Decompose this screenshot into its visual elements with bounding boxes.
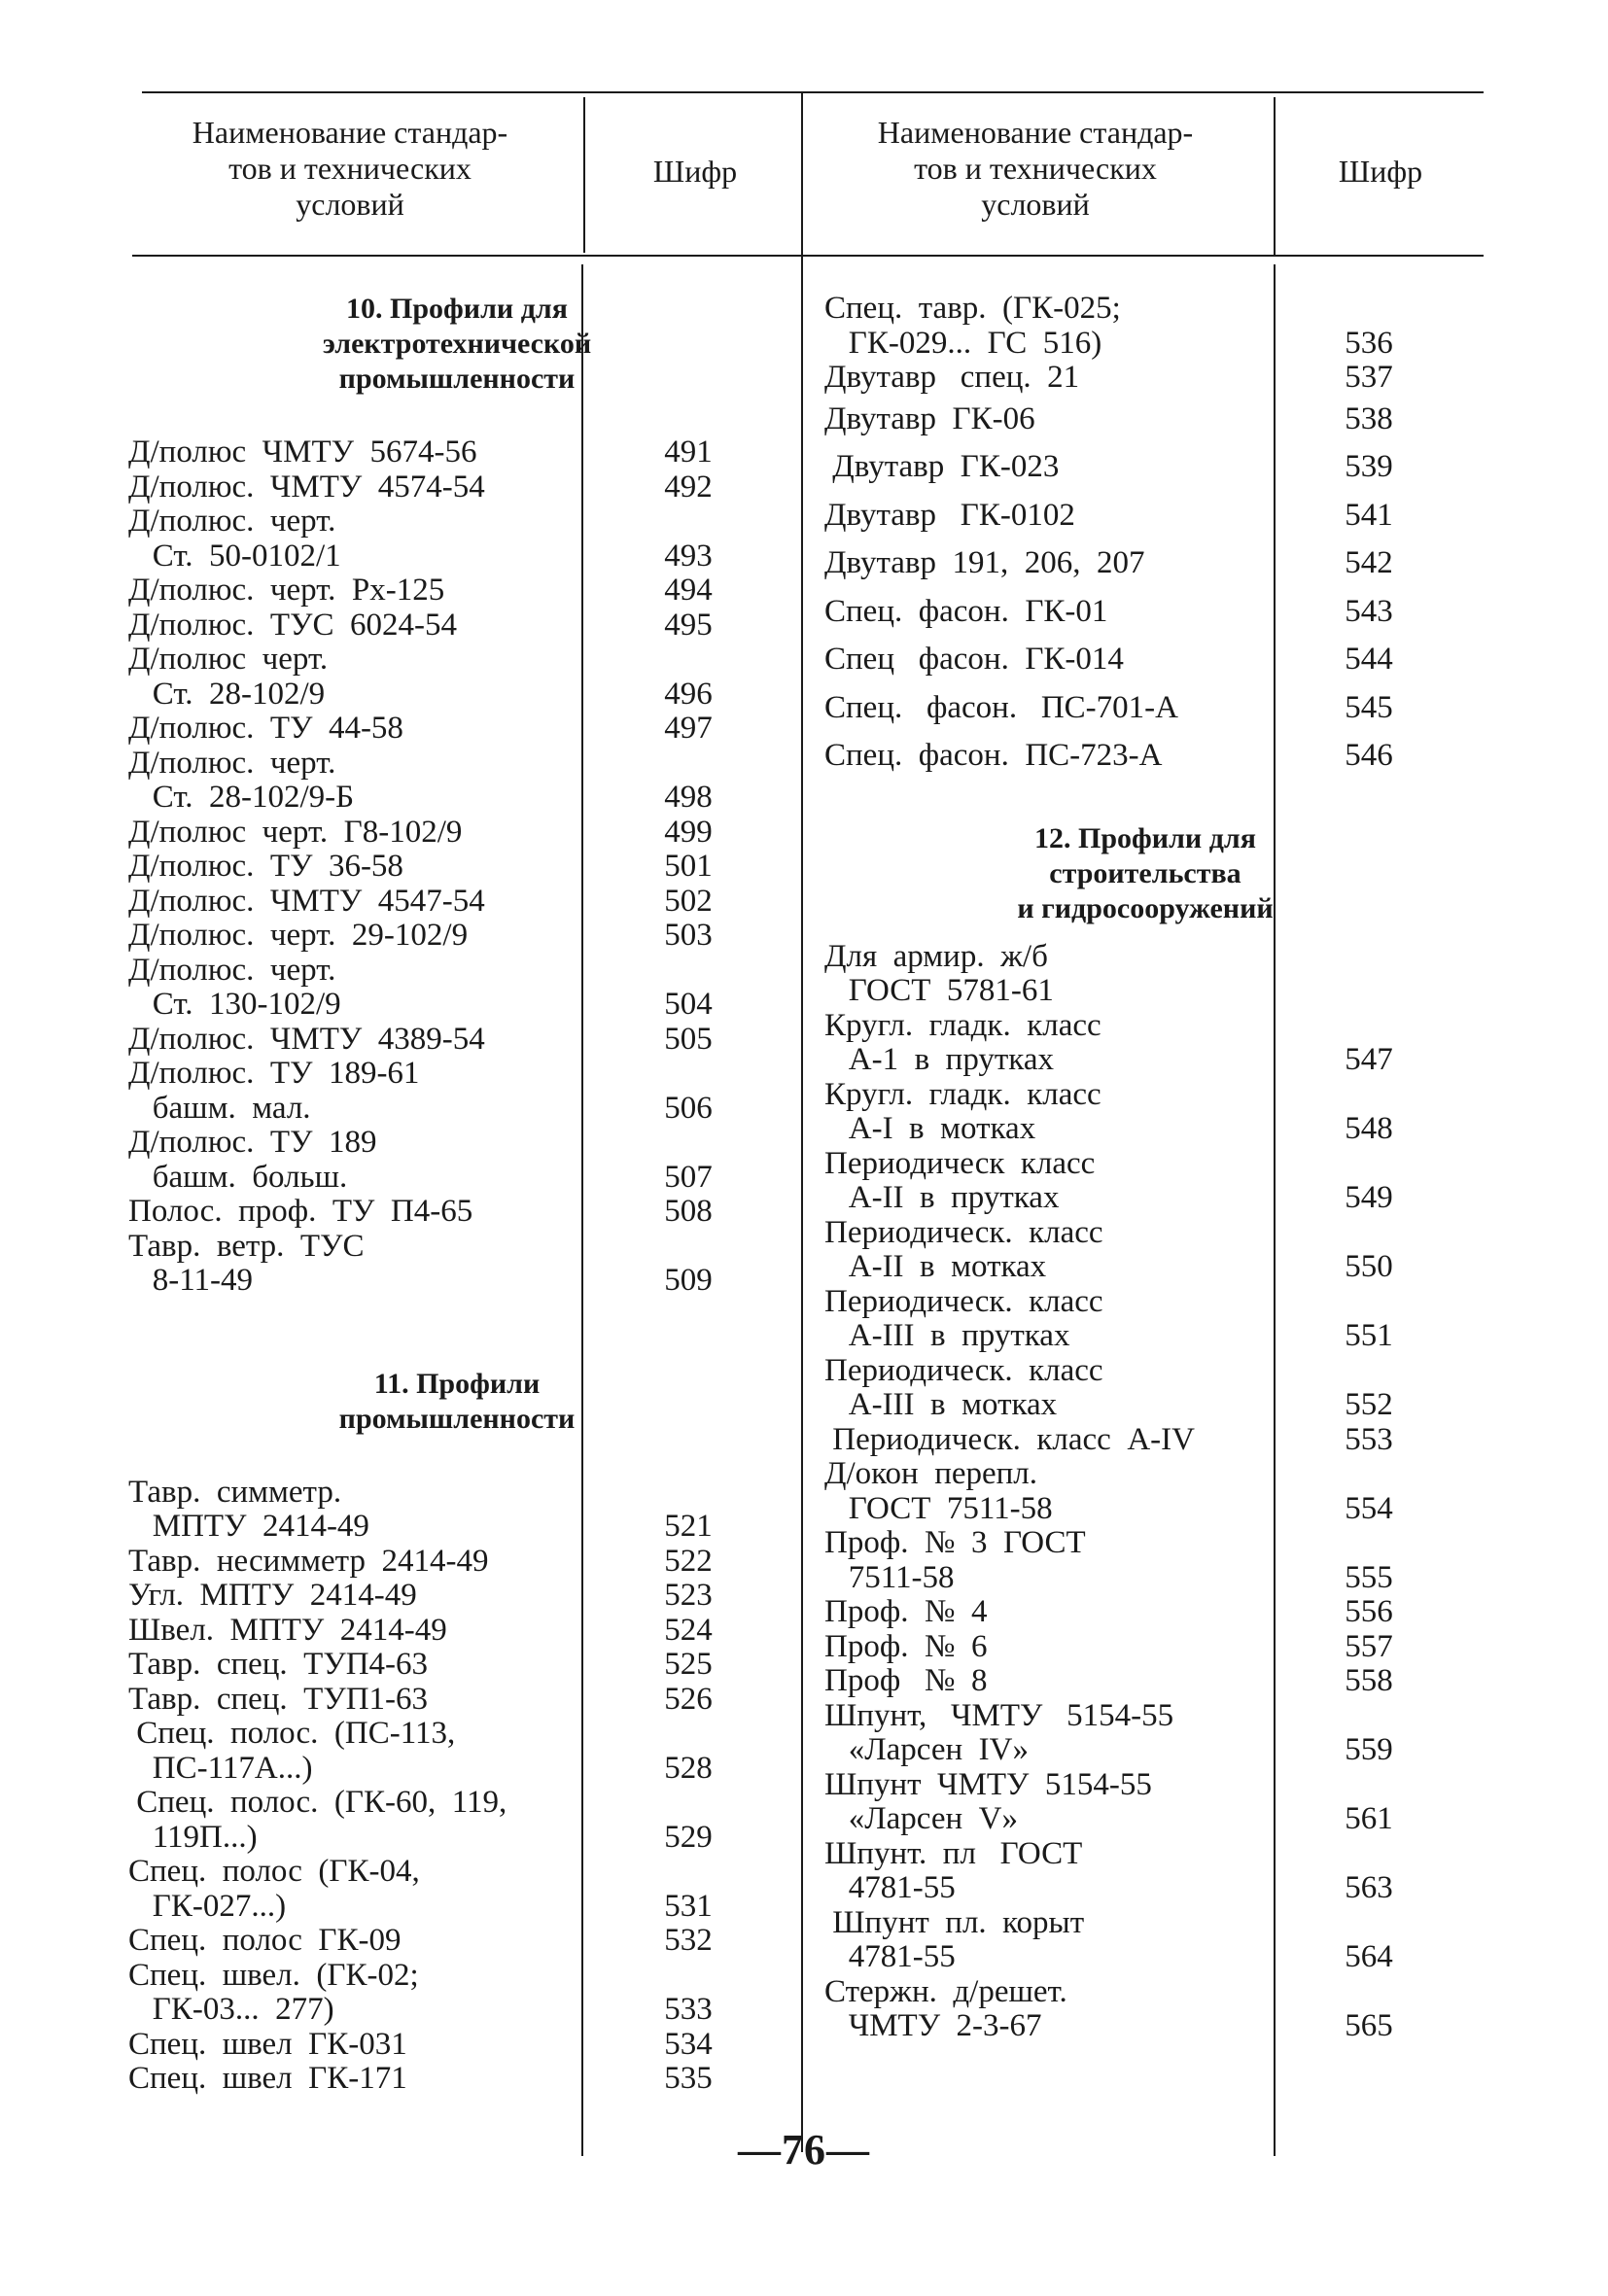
table-row (824, 1285, 1466, 1354)
table-row (128, 850, 786, 885)
table-row (824, 636, 1466, 684)
code-value: 509 (664, 1263, 713, 1298)
header-code-left: Шифр (652, 154, 738, 189)
table-row (128, 2062, 786, 2097)
code-value: 541 (1345, 497, 1393, 533)
standard-name (824, 595, 1262, 630)
code-value: 534 (664, 2026, 713, 2062)
standard-name (128, 2028, 572, 2063)
section-12-heading: 12. Профили для строительства и гидросооружений (1017, 821, 1274, 924)
code-value: 553 (1345, 1421, 1393, 1457)
page-number: —76— (738, 2126, 870, 2174)
standard-name (824, 1078, 1262, 1147)
standard-name-line: Тавр. спец. ТУП1-63 (128, 1681, 429, 1717)
code-value: 495 (664, 607, 713, 643)
standard-name (824, 1285, 1262, 1354)
code-value: 533 (664, 1992, 713, 2027)
table-row (824, 1630, 1466, 1665)
standard-name-line: А-I в мотках (824, 1111, 1036, 1146)
table-row (824, 1009, 1466, 1078)
standard-name-line: А-II в мотках (824, 1249, 1047, 1284)
standard-name (824, 1768, 1262, 1837)
section-10-rows (128, 435, 786, 1299)
standard-name-line: Д/полюс. черт. (128, 745, 336, 781)
standard-name-line: Двутавр ГК-06 (824, 400, 1035, 436)
standard-name (128, 1959, 572, 2028)
table-row (824, 1699, 1466, 1768)
standard-name (824, 940, 1262, 1009)
code-value: 537 (1345, 360, 1393, 395)
standard-name-line: Ст. 28-102/9-Б (128, 780, 355, 815)
code-value: 543 (1345, 593, 1393, 629)
table-row (128, 1057, 786, 1126)
header-name-right: Наименование стандар- тов и технических условий (877, 115, 1194, 222)
code-value: 497 (664, 711, 713, 746)
standard-name (128, 1614, 572, 1649)
code-value: 507 (664, 1159, 713, 1195)
code-value: 503 (664, 918, 713, 953)
code-value: 550 (1345, 1249, 1393, 1284)
table-row (128, 609, 786, 644)
code-value: 542 (1345, 545, 1393, 580)
code-value: 523 (664, 1578, 713, 1613)
standard-name-line: Д/полюс. ЧМТУ 4547-54 (128, 883, 485, 919)
standard-name (824, 1906, 1262, 1975)
table-row (128, 816, 786, 851)
standard-name-line: Д/полюс. черт. Рх-125 (128, 573, 445, 608)
code-value: 538 (1345, 400, 1393, 436)
standard-name-line: Проф. № 4 (824, 1594, 988, 1629)
standard-name-line: ГК-03... 277) (128, 1992, 334, 2027)
standard-name (824, 361, 1262, 396)
standard-name-line: 7511-58 (824, 1559, 955, 1595)
standard-name-line: Д/полюс. ТУ 44-58 (128, 711, 403, 746)
standard-name (824, 499, 1262, 534)
standard-name (824, 1630, 1262, 1665)
standard-name (128, 1579, 572, 1614)
standard-name-line: Тавр. ветр. ТУС (128, 1228, 365, 1264)
code-value: 536 (1345, 325, 1393, 361)
section-11-rows (128, 1476, 786, 2097)
standard-name-line: Д/полюс ЧМТУ 5674-56 (128, 435, 477, 470)
table-row (128, 885, 786, 920)
section-10-heading: 10. Профили для электротехнической промышленности (322, 293, 592, 395)
standard-name-line: Д/окон перепл. (824, 1456, 1038, 1491)
standard-name (128, 1648, 572, 1683)
table-row (128, 643, 786, 712)
code-value: 528 (664, 1750, 713, 1786)
standard-name-line: Д/полюс. черт. (128, 504, 336, 539)
standard-name (824, 1699, 1262, 1768)
code-value: 544 (1345, 642, 1393, 677)
standard-name-line: А-III в прутках (824, 1318, 1070, 1353)
header-code-right: Шифр (1338, 154, 1423, 189)
table-row (128, 1924, 786, 1959)
standard-name (128, 816, 572, 851)
standard-name-line: Периодическ класс (824, 1145, 1096, 1181)
standard-name (128, 435, 572, 470)
standard-name (824, 546, 1262, 581)
standard-name (128, 885, 572, 920)
table-row (128, 2028, 786, 2063)
standard-name (824, 402, 1262, 437)
standard-name (824, 643, 1262, 678)
table-row (128, 919, 786, 954)
standard-name-line: ГК-029... ГС 516) (824, 325, 1102, 361)
table-row (824, 1837, 1466, 1906)
code-value: 548 (1345, 1111, 1393, 1146)
table-row (824, 1768, 1466, 1837)
code-value: 492 (664, 469, 713, 504)
standard-name (128, 1924, 572, 1959)
table-row (128, 1545, 786, 1580)
table-row (128, 954, 786, 1023)
standard-name (824, 1423, 1262, 1458)
table-row (128, 1195, 786, 1230)
table-row (824, 1975, 1466, 2044)
standard-name (824, 450, 1262, 485)
standard-name-line: ГОСТ 5781-61 (824, 973, 1054, 1008)
standard-name (128, 1126, 572, 1195)
code-value: 531 (664, 1888, 713, 1924)
code-value: 498 (664, 780, 713, 815)
standard-name-line: Спец. швел ГК-031 (128, 2026, 407, 2062)
code-value: 529 (664, 1819, 713, 1855)
standard-name-line: Шпунт ЧМТУ 5154-55 (824, 1766, 1152, 1802)
standard-name-line: Двутавр ГК-0102 (824, 497, 1075, 533)
standard-name-line: Двутавр 191, 206, 207 (824, 545, 1145, 580)
table-row (128, 747, 786, 816)
standard-name-line: Для армир. ж/б (824, 938, 1048, 974)
table-row (824, 1526, 1466, 1595)
standard-name-line: Двутавр ГК-023 (824, 449, 1060, 484)
code-value: 552 (1345, 1387, 1393, 1422)
standard-name-line: Тавр. несимметр 2414-49 (128, 1543, 489, 1579)
table-row (128, 1717, 786, 1786)
standard-name (128, 747, 572, 816)
standard-name-line: Спец. фасон. ПС-723-А (824, 738, 1163, 773)
divider-middle (801, 91, 803, 2152)
standard-name (824, 292, 1262, 361)
standard-name-line: Спец. швел. (ГК-02; (128, 1957, 419, 1993)
standard-name (824, 1975, 1262, 2044)
standard-name-line: Швел. МПТУ 2414-49 (128, 1612, 447, 1648)
standard-name-line: Проф № 8 (824, 1663, 988, 1698)
standard-name-line: Д/полюс. ТУС 6024-54 (128, 607, 457, 643)
code-value: 539 (1345, 449, 1393, 484)
standard-name (128, 2062, 572, 2097)
standard-name-line: Д/полюс. ТУ 189-61 (128, 1056, 420, 1091)
standard-name-line: Кругл. гладк. класс (824, 1076, 1101, 1112)
code-value: 493 (664, 538, 713, 574)
table-row (128, 1683, 786, 1718)
table-row (128, 1959, 786, 2028)
code-value: 526 (664, 1681, 713, 1717)
standard-name (128, 1230, 572, 1299)
code-value: 535 (664, 2061, 713, 2096)
code-value: 546 (1345, 738, 1393, 773)
table-row (824, 1423, 1466, 1458)
top-rule (142, 91, 1484, 93)
standard-name (128, 712, 572, 747)
section-11-heading: 11. Профили промышленности (338, 1367, 576, 1435)
standard-name (824, 1147, 1262, 1216)
code-value: 499 (664, 814, 713, 850)
code-value: 558 (1345, 1663, 1393, 1698)
standard-name-line: МПТУ 2414-49 (128, 1509, 369, 1544)
code-value: 525 (664, 1647, 713, 1682)
code-value: 505 (664, 1021, 713, 1057)
code-value: 554 (1345, 1490, 1393, 1526)
standard-name-line: Д/полюс. ТУ 189 (128, 1125, 377, 1160)
code-value: 564 (1345, 1939, 1393, 1974)
table-row (128, 1476, 786, 1545)
standard-name-line: ГОСТ 7511-58 (824, 1490, 1053, 1526)
standard-name-line: «Ларсен V» (824, 1801, 1018, 1836)
standard-name-line: Спец. полос. (ГК-60, 119, (128, 1785, 507, 1820)
standard-name (128, 1476, 572, 1545)
table-row (824, 1906, 1466, 1975)
standard-name-line: Д/полюс черт. Г8-102/9 (128, 814, 463, 850)
standard-name (128, 574, 572, 609)
standard-name-line: башм. больш. (128, 1159, 348, 1195)
standard-name-line: Д/полюс. черт. (128, 952, 336, 988)
code-value: 532 (664, 1923, 713, 1958)
table-row (128, 1230, 786, 1299)
standard-name (128, 1545, 572, 1580)
standard-name (128, 609, 572, 644)
code-value: 555 (1345, 1559, 1393, 1595)
standard-name-line: ЧМТУ 2-3-67 (824, 2008, 1042, 2043)
header-rule (132, 255, 1484, 257)
standard-name-line: «Ларсен IV» (824, 1732, 1029, 1767)
standard-name-line: Спец. швел ГК-171 (128, 2061, 407, 2096)
table-row (824, 1664, 1466, 1699)
table-row (824, 443, 1466, 492)
section-12-rows (824, 940, 1466, 2044)
standard-name-line: Тавр. спец. ТУП4-63 (128, 1647, 429, 1682)
standard-name-line: Ст. 28-102/9 (128, 676, 326, 712)
left-column (128, 292, 786, 2097)
standard-name (824, 1837, 1262, 1906)
standard-name-line: Угл. МПТУ 2414-49 (128, 1578, 417, 1613)
table-row (824, 539, 1466, 588)
standard-name-line: Тавр. симметр. (128, 1474, 342, 1510)
table-row (128, 470, 786, 505)
code-value: 502 (664, 883, 713, 919)
standard-name (128, 850, 572, 885)
code-value: 508 (664, 1194, 713, 1229)
standard-name-line: А-1 в прутках (824, 1042, 1054, 1077)
standard-name-line: 4781-55 (824, 1870, 956, 1905)
code-value: 556 (1345, 1594, 1393, 1629)
code-value: 563 (1345, 1870, 1393, 1905)
standard-name-line: ГК-027...) (128, 1888, 287, 1924)
standard-name (824, 1216, 1262, 1285)
code-value: 549 (1345, 1180, 1393, 1215)
code-value: 524 (664, 1612, 713, 1648)
table-row (824, 492, 1466, 540)
code-value: 545 (1345, 689, 1393, 725)
standard-name-line: Кругл. гладк. класс (824, 1007, 1101, 1043)
standard-name (128, 1786, 572, 1855)
table-row (824, 588, 1466, 637)
code-value: 491 (664, 435, 713, 470)
standard-name (128, 504, 572, 574)
divider-left-code (583, 97, 585, 253)
code-value: 506 (664, 1090, 713, 1126)
code-value: 501 (664, 849, 713, 884)
standard-name (824, 1009, 1262, 1078)
table-row (824, 1457, 1466, 1526)
standard-name-line: 4781-55 (824, 1939, 956, 1974)
standard-name (128, 1057, 572, 1126)
standard-name-line: Д/полюс черт. (128, 642, 329, 677)
standard-name (824, 1664, 1262, 1699)
table-row (128, 1579, 786, 1614)
standard-name (128, 954, 572, 1023)
standard-name (824, 1595, 1262, 1630)
standard-name-line: А-II в прутках (824, 1180, 1060, 1215)
right-top-rows (824, 292, 1466, 781)
code-value: 559 (1345, 1732, 1393, 1767)
standard-name-line: Спец. фасон. ПС-701-А (824, 689, 1178, 725)
standard-name (128, 643, 572, 712)
standard-name-line: А-III в мотках (824, 1387, 1058, 1422)
standard-name-line: Ст. 130-102/9 (128, 987, 341, 1022)
code-value: 547 (1345, 1042, 1393, 1077)
code-value: 522 (664, 1543, 713, 1579)
header-name-left: Наименование стандар- тов и технических условий (192, 115, 508, 222)
code-value: 494 (664, 573, 713, 608)
standard-name (824, 691, 1262, 726)
standard-name (128, 1717, 572, 1786)
code-value: 565 (1345, 2008, 1393, 2043)
table-row (128, 1648, 786, 1683)
code-value: 561 (1345, 1801, 1393, 1836)
standard-name (824, 739, 1262, 774)
code-value: 521 (664, 1509, 713, 1544)
standard-name-line: Шпунт пл. корыт (824, 1904, 1085, 1940)
standard-name-line: 8-11-49 (128, 1263, 254, 1298)
standard-name (128, 1683, 572, 1718)
code-value: 557 (1345, 1628, 1393, 1664)
standard-name (824, 1354, 1262, 1423)
table-row (128, 574, 786, 609)
table-row (824, 940, 1466, 1009)
standard-name-line: Периодическ. класс (824, 1214, 1103, 1250)
standard-name-line: Проф. № 6 (824, 1628, 988, 1664)
standard-name-line: Спец. полос ГК-09 (128, 1923, 402, 1958)
code-value: 496 (664, 676, 713, 712)
table-row (824, 732, 1466, 781)
table-row (824, 1595, 1466, 1630)
standard-name (128, 919, 572, 954)
table-row (128, 1614, 786, 1649)
standard-name-line: Двутавр спец. 21 (824, 360, 1080, 395)
table-row (824, 361, 1466, 396)
standard-name-line: Периодическ. класс (824, 1352, 1103, 1388)
standard-name (128, 1195, 572, 1230)
table-row (824, 1078, 1466, 1147)
standard-name (128, 1855, 572, 1924)
table-row (128, 712, 786, 747)
standard-name-line: Спец. полос (ГК-04, (128, 1854, 420, 1889)
standard-name (128, 1023, 572, 1058)
table-row (128, 1023, 786, 1058)
right-column (824, 292, 1466, 2044)
standard-name-line: 119П...) (128, 1819, 258, 1855)
standard-name-line: Спец фасон. ГК-014 (824, 642, 1124, 677)
standard-name-line: Д/полюс. ЧМТУ 4389-54 (128, 1021, 485, 1057)
standard-name-line: Спец. тавр. (ГК-025; (824, 291, 1121, 326)
divider-right-code (1274, 97, 1276, 255)
standard-name (128, 470, 572, 505)
standard-name-line: Периодическ. класс А-IV (824, 1421, 1195, 1457)
table-row (128, 1126, 786, 1195)
standard-name-line: башм. мал. (128, 1090, 311, 1126)
code-value: 551 (1345, 1318, 1393, 1353)
standard-name-line: Шпунт, ЧМТУ 5154-55 (824, 1697, 1174, 1733)
table-row (824, 1216, 1466, 1285)
standard-name-line: ПС-117А...) (128, 1750, 313, 1786)
standard-name-line: Д/полюс. ТУ 36-58 (128, 849, 403, 884)
table-row (824, 1354, 1466, 1423)
standard-name-line: Шпунт. пл ГОСТ (824, 1835, 1083, 1871)
table-row (128, 1855, 786, 1924)
table-row (824, 292, 1466, 361)
standard-name-line: Полос. проф. ТУ П4-65 (128, 1194, 473, 1229)
standard-name-line: Спец. полос. (ПС-113, (128, 1716, 456, 1751)
table-row (824, 1147, 1466, 1216)
standard-name-line: Д/полюс. ЧМТУ 4574-54 (128, 469, 485, 504)
standard-name-line: Ст. 50-0102/1 (128, 538, 341, 574)
code-value: 504 (664, 987, 713, 1022)
standard-name-line: Проф. № 3 ГОСТ (824, 1525, 1086, 1560)
table-row (128, 504, 786, 574)
standard-name-line: Стержн. д/решет. (824, 1973, 1067, 2009)
code-value (1272, 940, 1466, 1009)
standard-name-line: Спец. фасон. ГК-01 (824, 593, 1108, 629)
standard-name (824, 1457, 1262, 1526)
table-row (128, 1786, 786, 1855)
standard-name-line: Периодическ. класс (824, 1283, 1103, 1319)
table-row (824, 396, 1466, 444)
standard-name (824, 1526, 1262, 1595)
table-row (824, 684, 1466, 733)
table-row (128, 435, 786, 470)
standard-name-line: Д/полюс. черт. 29-102/9 (128, 918, 469, 953)
